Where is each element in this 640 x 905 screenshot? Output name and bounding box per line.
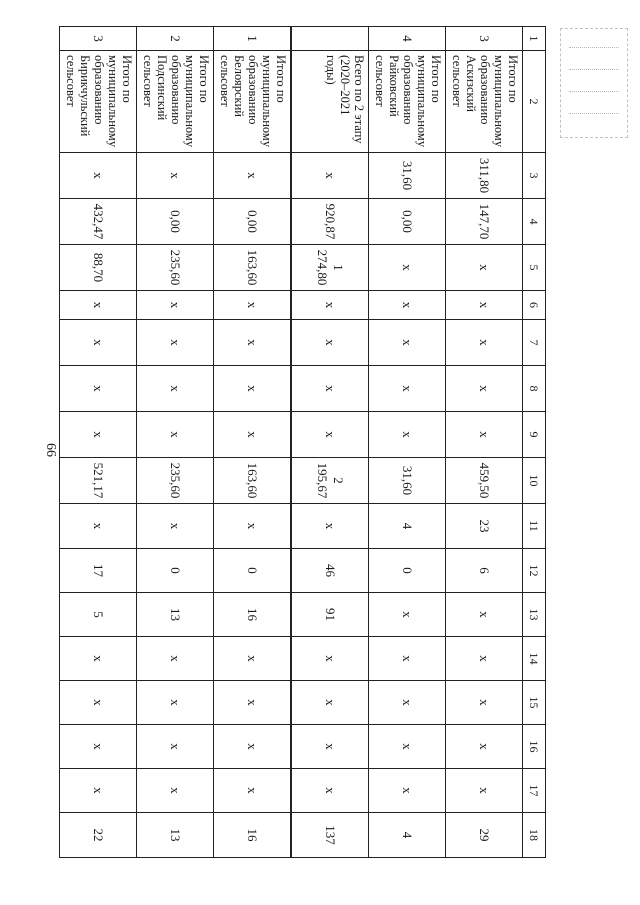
value-cell-6: х bbox=[446, 291, 523, 320]
value-cell-14: х bbox=[446, 637, 523, 681]
value-cell-9: х bbox=[214, 412, 292, 458]
value-cell-9: х bbox=[446, 412, 523, 458]
column-header-1: 1 bbox=[523, 27, 546, 51]
value-cell-8: х bbox=[137, 366, 214, 412]
value-cell-10: 31,60 bbox=[369, 458, 446, 504]
value-cell-10: 235,60 bbox=[137, 458, 214, 504]
value-cell-13: 16 bbox=[214, 593, 292, 637]
value-cell-15: х bbox=[291, 681, 369, 725]
row-number-cell: 3 bbox=[60, 27, 137, 51]
value-cell-14: х bbox=[291, 637, 369, 681]
municipality-name-cell: Всего по 2 этапу (2020–2021 годы) bbox=[291, 51, 369, 153]
value-cell-3: х bbox=[137, 153, 214, 199]
value-cell-13: 13 bbox=[137, 593, 214, 637]
value-cell-16: х bbox=[369, 725, 446, 769]
value-cell-6: х bbox=[60, 291, 137, 320]
row-number-cell: 1 bbox=[214, 27, 292, 51]
row-number-cell: 2 bbox=[137, 27, 214, 51]
value-cell-10: 521,17 bbox=[60, 458, 137, 504]
table-row bbox=[60, 27, 137, 858]
table-row bbox=[446, 27, 523, 858]
column-header-15: 15 bbox=[523, 681, 546, 725]
value-cell-16: х bbox=[291, 725, 369, 769]
row-number-cell: 4 bbox=[369, 27, 446, 51]
column-header-17: 17 bbox=[523, 769, 546, 813]
value-cell-10: 459,50 bbox=[446, 458, 523, 504]
table-row bbox=[137, 27, 214, 858]
column-header-9: 9 bbox=[523, 412, 546, 458]
value-cell-5: х bbox=[369, 245, 446, 291]
value-cell-9: х bbox=[137, 412, 214, 458]
value-cell-11: х bbox=[137, 504, 214, 549]
value-cell-9: х bbox=[291, 412, 369, 458]
value-cell-3: 311,80 bbox=[446, 153, 523, 199]
value-cell-14: х bbox=[214, 637, 292, 681]
value-cell-16: х bbox=[446, 725, 523, 769]
value-cell-4: 0,00 bbox=[137, 199, 214, 245]
value-cell-9: х bbox=[60, 412, 137, 458]
value-cell-6: х bbox=[369, 291, 446, 320]
value-cell-18: 13 bbox=[137, 813, 214, 858]
value-cell-14: х bbox=[60, 637, 137, 681]
column-header-18: 18 bbox=[523, 813, 546, 858]
value-cell-13: 91 bbox=[291, 593, 369, 637]
value-cell-13: 5 bbox=[60, 593, 137, 637]
approval-stamp bbox=[560, 28, 628, 138]
municipality-name-cell: Итого по муниципальному образованию Райковский сельсовет bbox=[369, 51, 446, 153]
value-cell-4: 0,00 bbox=[369, 199, 446, 245]
value-cell-16: х bbox=[137, 725, 214, 769]
value-cell-4: 432,47 bbox=[60, 199, 137, 245]
value-cell-18: 22 bbox=[60, 813, 137, 858]
value-cell-14: х bbox=[369, 637, 446, 681]
value-cell-17: х bbox=[214, 769, 292, 813]
value-cell-17: х bbox=[137, 769, 214, 813]
value-cell-15: х bbox=[369, 681, 446, 725]
value-cell-15: х bbox=[60, 681, 137, 725]
value-cell-17: х bbox=[446, 769, 523, 813]
value-cell-13: х bbox=[369, 593, 446, 637]
value-cell-11: х bbox=[291, 504, 369, 549]
value-cell-3: х bbox=[214, 153, 292, 199]
value-cell-12: 0 bbox=[137, 549, 214, 593]
value-cell-18: 29 bbox=[446, 813, 523, 858]
municipality-name-cell: Итого по муниципальному образованию Подсинский сельсовет bbox=[137, 51, 214, 153]
table-header-row bbox=[523, 27, 546, 858]
value-cell-6: х bbox=[137, 291, 214, 320]
value-cell-15: х bbox=[446, 681, 523, 725]
value-cell-15: х bbox=[214, 681, 292, 725]
column-header-12: 12 bbox=[523, 549, 546, 593]
value-cell-5: 1 274,80 bbox=[291, 245, 369, 291]
value-cell-7: х bbox=[137, 320, 214, 366]
value-cell-11: х bbox=[60, 504, 137, 549]
value-cell-6: х bbox=[214, 291, 292, 320]
value-cell-14: х bbox=[137, 637, 214, 681]
municipality-name-cell: Итого по муниципальному образованию Бирикчульский сельсовет bbox=[60, 51, 137, 153]
value-cell-11: 23 bbox=[446, 504, 523, 549]
value-cell-8: х bbox=[60, 366, 137, 412]
value-cell-10: 163,60 bbox=[214, 458, 292, 504]
table-row bbox=[291, 27, 369, 858]
municipality-name-cell: Итого по муниципальному образованию Аскизский сельсовет bbox=[446, 51, 523, 153]
value-cell-18: 4 bbox=[369, 813, 446, 858]
column-header-6: 6 bbox=[523, 291, 546, 320]
column-header-14: 14 bbox=[523, 637, 546, 681]
value-cell-11: х bbox=[214, 504, 292, 549]
municipality-name-cell: Итого по муниципальному образованию Белоярский сельсовет bbox=[214, 51, 292, 153]
row-number-cell: 3 bbox=[446, 27, 523, 51]
value-cell-7: х bbox=[446, 320, 523, 366]
value-cell-12: 0 bbox=[214, 549, 292, 593]
column-header-7: 7 bbox=[523, 320, 546, 366]
value-cell-17: х bbox=[369, 769, 446, 813]
value-cell-7: х bbox=[291, 320, 369, 366]
column-header-2: 2 bbox=[523, 51, 546, 153]
value-cell-12: 0 bbox=[369, 549, 446, 593]
column-header-4: 4 bbox=[523, 199, 546, 245]
value-cell-8: х bbox=[291, 366, 369, 412]
value-cell-18: 137 bbox=[291, 813, 369, 858]
value-cell-6: х bbox=[291, 291, 369, 320]
value-cell-9: х bbox=[369, 412, 446, 458]
value-cell-17: х bbox=[60, 769, 137, 813]
value-cell-5: 163,60 bbox=[214, 245, 292, 291]
value-cell-3: х bbox=[291, 153, 369, 199]
value-cell-18: 16 bbox=[214, 813, 292, 858]
value-cell-11: 4 bbox=[369, 504, 446, 549]
value-cell-8: х bbox=[369, 366, 446, 412]
column-header-13: 13 bbox=[523, 593, 546, 637]
value-cell-12: 6 bbox=[446, 549, 523, 593]
column-header-5: 5 bbox=[523, 245, 546, 291]
value-cell-13: х bbox=[446, 593, 523, 637]
value-cell-5: 235,60 bbox=[137, 245, 214, 291]
value-cell-7: х bbox=[60, 320, 137, 366]
value-cell-3: 31,60 bbox=[369, 153, 446, 199]
rotated-table-wrapper bbox=[64, 26, 546, 852]
table-row bbox=[214, 27, 292, 858]
value-cell-4: 0,00 bbox=[214, 199, 292, 245]
value-cell-4: 147,70 bbox=[446, 199, 523, 245]
value-cell-8: х bbox=[446, 366, 523, 412]
value-cell-5: х bbox=[446, 245, 523, 291]
value-cell-16: х bbox=[60, 725, 137, 769]
value-cell-4: 920,87 bbox=[291, 199, 369, 245]
value-cell-15: х bbox=[137, 681, 214, 725]
value-cell-17: х bbox=[291, 769, 369, 813]
row-number-cell bbox=[291, 27, 369, 51]
column-header-11: 11 bbox=[523, 504, 546, 549]
value-cell-5: 88,70 bbox=[60, 245, 137, 291]
value-cell-10: 2 195,67 bbox=[291, 458, 369, 504]
value-cell-12: 17 bbox=[60, 549, 137, 593]
page-number: 66 bbox=[43, 443, 58, 457]
value-cell-7: х bbox=[214, 320, 292, 366]
value-cell-12: 46 bbox=[291, 549, 369, 593]
data-table bbox=[59, 26, 546, 858]
column-header-16: 16 bbox=[523, 725, 546, 769]
value-cell-3: х bbox=[60, 153, 137, 199]
column-header-8: 8 bbox=[523, 366, 546, 412]
table-row bbox=[369, 27, 446, 858]
column-header-3: 3 bbox=[523, 153, 546, 199]
column-header-10: 10 bbox=[523, 458, 546, 504]
value-cell-8: х bbox=[214, 366, 292, 412]
value-cell-7: х bbox=[369, 320, 446, 366]
value-cell-16: х bbox=[214, 725, 292, 769]
